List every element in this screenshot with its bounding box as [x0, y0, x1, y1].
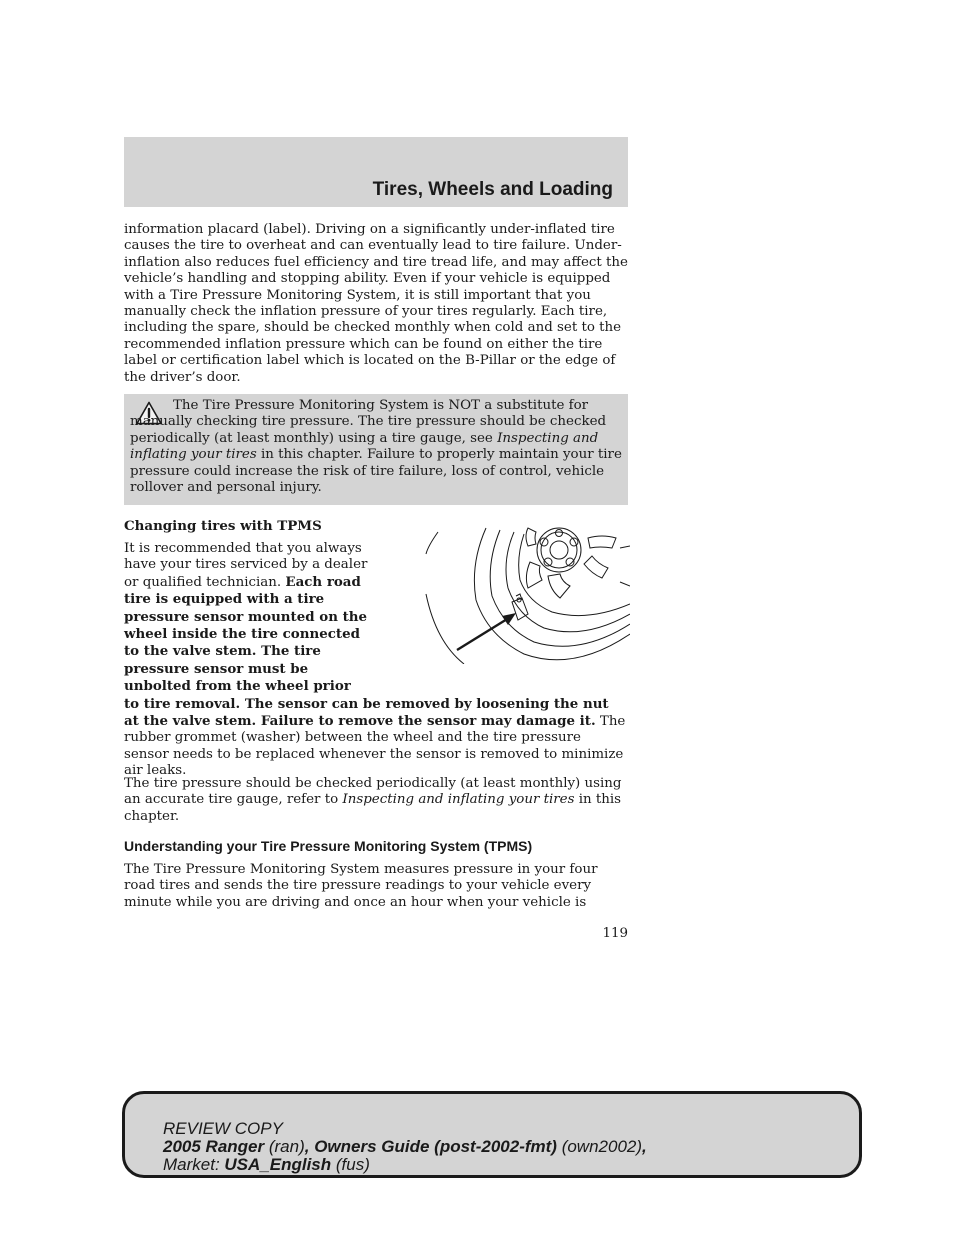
understanding-tpms-paragraph: The Tire Pressure Monitoring System measures pressure in your four road tires and sends the tire pressure readings to your vehicle every minute while you are driving and once an hour when your vehicle is	[124, 862, 598, 910]
footer-market-label: Market:	[163, 1155, 225, 1174]
warning-text-after: in this chapter. Failure to properly maintain your tire pressure could increase the risk of tire failure, loss of control, vehicle rollover and personal injury.	[130, 447, 622, 496]
check-text-before: The tire pressure should be checked periodically (at least monthly) using an accurate tire gauge, refer to	[124, 776, 622, 808]
wheel-sensor-illustration	[424, 524, 630, 664]
warning-text-before: The Tire Pressure Monitoring System is NOT a substitute for manually checking tire pressure. The tire pressure should be checked periodically (at least monthly) using a tire gauge, see	[130, 398, 607, 446]
changing-tires-text-start: It is recommended that you always have your tires serviced by a dealer or qualified technician.	[124, 541, 368, 590]
footer-line-3	[163, 1156, 647, 1174]
check-reference: Inspecting and inflating your tires	[342, 792, 575, 808]
footer-model: 2005 Ranger	[163, 1137, 265, 1156]
footer-model-code: (ran)	[264, 1137, 305, 1156]
page-number: 119	[602, 926, 628, 941]
review-copy-footer	[122, 1091, 862, 1178]
understanding-tpms-heading: Understanding your Tire Pressure Monitoring System (TPMS)	[124, 838, 533, 854]
footer-market: USA_English	[224, 1155, 332, 1174]
footer-line-2	[163, 1138, 647, 1156]
check-pressure-paragraph	[124, 776, 630, 825]
footer-sep-2: ,	[642, 1137, 647, 1156]
changing-tires-bold-text: Each road tire is equipped with a tire pressure sensor mounted on the wheel inside the tire connected to the valve stem. The tire pressure sensor must be unbolted from the wheel prior to tire removal. The sensor can be removed by loosening the nut at the valve stem. Failure to remove the sensor may damage it.	[124, 573, 609, 730]
footer-line-1: REVIEW COPY	[163, 1119, 283, 1138]
warning-box	[124, 394, 628, 505]
header-band	[124, 137, 628, 207]
page-title: Tires, Wheels and Loading	[372, 179, 613, 200]
changing-tires-text-end: The rubber grommet (washer) between the wheel and the tire pressure sensor needs to be replaced whenever the sensor is removed to minimize air leaks.	[124, 714, 626, 779]
intro-paragraph: information placard (label). Driving on a significantly under-inflated tire causes the tire to overheat and can eventually lead to tire failure. Under-inflation also reduces fuel efficiency and tire tread life, and may affect the vehicle’s handling and stopping ability. Even if your vehicle is equipped with a Tire Pressure Monitoring System, it is still important that you manually check the inflation pressure of your tires regularly. Each tire, including the spare, should be checked monthly when cold and set to the recommended inflation pressure which can be found on either the tire label or certification label which is located on the B-Pillar or the edge of the driver’s door.	[124, 222, 628, 385]
warning-reference: Inspecting and inflating your tires	[130, 430, 599, 463]
footer-guide-code: (own2002)	[556, 1137, 643, 1156]
footer-guide: Owners Guide (post-2002-fmt)	[314, 1137, 557, 1156]
check-text-after: in this chapter.	[124, 792, 622, 824]
warning-text	[130, 398, 622, 496]
footer-sep-1: ,	[304, 1137, 315, 1156]
footer-market-code: (fus)	[331, 1155, 370, 1174]
changing-tires-heading: Changing tires with TPMS	[124, 518, 322, 534]
footer-text	[163, 1120, 647, 1174]
